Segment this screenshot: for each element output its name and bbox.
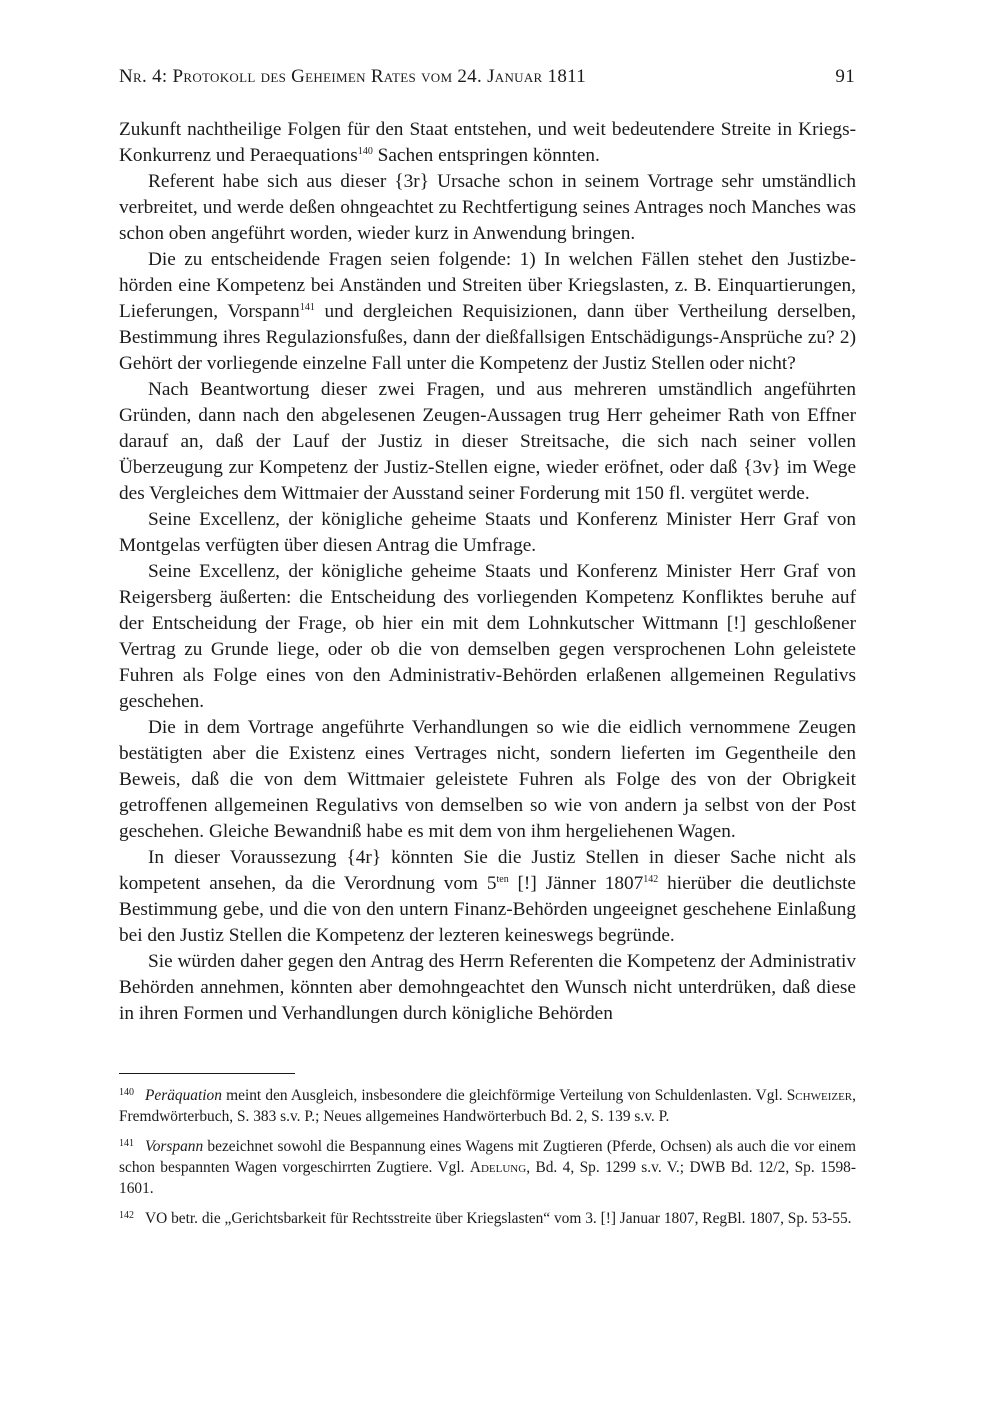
paragraph bbox=[119, 117, 856, 169]
footnote-ref: 140 bbox=[357, 146, 373, 157]
superscript-text: ten bbox=[496, 874, 509, 885]
paragraph-text: Sachen entspringen könnten. bbox=[372, 145, 600, 166]
paragraph bbox=[119, 507, 856, 559]
footnote-author: Adelung bbox=[469, 1159, 527, 1176]
paragraph bbox=[119, 949, 856, 1027]
footnote: 141 Vorspann bezeichnet sowohl die Bespannung eines Wagens mit Zugtieren (Pferde, Ochsen) als auch die vor einem schon bespannten Wagen vorgeschirrten Zugtiere. Vgl. Adelung, Bd. 4, Sp. 1299 s.v. V.; DWB Bd. 12/2, Sp. 1598-1601. bbox=[119, 1138, 856, 1197]
footnote-term: Vorspann bbox=[145, 1138, 204, 1155]
footnote-term: Peräquation bbox=[145, 1087, 222, 1104]
paragraph-text: Die in dem Vortrage angeführte Verhandlungen so wie die eidlich vernommene Zeugen bestätigten aber die Existenz eines Vertrages nicht, sondern lieferten im Gegentheile den Beweis, daß die von dem Wittmaier geleistete Fuhren als Folge des von der Obrigkeit getroffenen allgemeinen Regulativs von demselben so wie von andern ja selbst von der Post geschehen. Gleiche Bewandniß habe es mit dem von ihm hergeliehenen Wagen. bbox=[119, 717, 856, 842]
paragraph-text: Zukunft nachtheilige Folgen für den Staat entstehen, und weit bedeutendere Streite in Kriegs-Konkurrenz und Peraequations bbox=[119, 119, 856, 166]
paragraph-text: Referent habe sich aus dieser {3r} Ursache schon in seinem Vortrage sehr umständlich verbreitet, und werde deßen ohngeachtet zu Rechtfertigung seines Antrages noch Manches was schon oben angeführt worden, wieder kurz in Anwendung bringen. bbox=[119, 171, 856, 244]
paragraph bbox=[119, 247, 856, 377]
paragraph bbox=[119, 559, 856, 715]
paragraph bbox=[119, 377, 856, 507]
running-title: Nr. 4: Protokoll des Geheimen Rates vom 24. Januar 1811 bbox=[119, 66, 587, 87]
footnote-text: meint den Ausgleich, insbesondere die gleichförmige Verteilung von Schuldenlasten. Vgl. bbox=[221, 1087, 787, 1104]
main-text bbox=[119, 117, 856, 1027]
paragraph-text: In dieser Voraussezung {4r} könnten Sie die Justiz Stellen in dieser Sache nicht als kompetent ansehen, da die Verordnung vom 5 bbox=[119, 847, 856, 894]
paragraph-text: Nach Beantwortung dieser zwei Fragen, und aus mehreren umständlich angeführten Gründen, dann nach den abgelesenen Zeugen-Aussagen trug Herr geheimer Rath von Effner darauf an, daß der Lauf der Justiz in dieser Streitsache, die sich nach seiner vollen Überzeugung zur Kompetenz der Justiz-Stellen eigne, wieder eröfnet, oder daß {3v} im Wege des Vergleiches dem Wittmaier der Ausstand seiner Forderung mit 150 fl. vergütet werde. bbox=[119, 379, 856, 504]
paragraph-text: Sie würden daher gegen den Antrag des Herrn Referenten die Kompetenz der Administrativ Behörden annehmen, könnten aber demohngeachtet den Wunsch nicht unterdrüken, daß diese in ihren Formen und Verhandlungen durch königliche Behörden bbox=[119, 951, 856, 1024]
paragraph-text: Seine Excellenz, der königliche geheime Staats und Konferenz Minister Herr Graf von Reigersberg äußerten: die Entscheidung des vorliegenden Kompetenz Konfliktes beruhe auf der Entscheidung der Frage, ob hier ein mit dem Lohnkutscher Wittmann [!] geschloßener Vertrag zu Grunde liege, oder ob die von demselben gegen versprochenen Lohn geleistete Fuhren als Folge eines von den Administrativ-Behörden erlaßenen allgemeinen Regulativs geschehen. bbox=[119, 561, 856, 712]
footnote-ref: 142 bbox=[643, 874, 659, 885]
footnote-text: VO betr. die „Gerichtsbarkeit für Rechtsstreite über Kriegslasten“ vom 3. [!] Januar 1807, RegBl. 1807, Sp. 53-55. bbox=[145, 1210, 852, 1227]
footnote-text: , Fremdwörterbuch, S. 383 s.v. P.; Neues allgemeines Handwörterbuch Bd. 2, S. 139 s.v. P. bbox=[119, 1087, 856, 1125]
paragraph-text: Die zu entscheidende Fragen seien folgende: 1) In welchen Fällen stehet den Justizbehörden eine Kompetenz bei Anständen und Streiten über Kriegslasten, z. B. Einquartierungen, Lieferungen, Vorspann bbox=[119, 249, 856, 322]
footnote-text: , Bd. 4, Sp. 1299 s.v. V.; DWB Bd. 12/2, Sp. 1598-1601. bbox=[119, 1159, 856, 1197]
paragraph-text: [!] Jänner 1807 bbox=[508, 873, 644, 894]
running-header bbox=[119, 66, 855, 96]
footnote-author: Schweizer bbox=[786, 1087, 853, 1104]
footnote: 142 VO betr. die „Gerichtsbarkeit für Rechtsstreite über Kriegslasten“ vom 3. [!] Januar 1807, RegBl. 1807, Sp. 53-55. bbox=[119, 1210, 852, 1227]
paragraph bbox=[119, 845, 856, 949]
paragraph-text: hierüber die deutlichste Bestimmung gebe, und die von den untern Finanz-Behörden ungeeignet geschehene Einlaßung bei den Justiz Stellen die Kompetenz der lezteren keineswegs begründe. bbox=[119, 873, 856, 946]
footnote: 140 Peräquation meint den Ausgleich, insbesondere die gleichförmige Verteilung von Schuldenlasten. Vgl. Schweizer, Fremdwörterbuch, S. 383 s.v. P.; Neues allgemeines Handwörterbuch Bd. 2, S. 139 s.v. P. bbox=[119, 1087, 856, 1125]
footnotes bbox=[119, 1085, 856, 1238]
paragraph bbox=[119, 715, 856, 845]
footnote-divider bbox=[119, 1073, 295, 1074]
footnote-text: bezeichnet sowohl die Bespannung eines Wagens mit Zugtieren (Pferde, Ochsen) als auch die vor einem schon bespannten Wagen vorgeschirrten Zugtiere. Vgl. bbox=[119, 1138, 856, 1176]
paragraph bbox=[119, 169, 856, 247]
footnote-ref: 141 bbox=[299, 302, 315, 313]
paragraph-text: und dergleichen Requisizionen, dann über Vertheilung derselben, Bestimmung ihres Regulazionsfußes, dann der dießfallsigen Entschädigungs-Ansprüche zu? 2) Gehört der vorliegende einzelne Fall unter die Kompetenz der Justiz Stellen oder nicht? bbox=[119, 301, 856, 374]
paragraph-text: Seine Excellenz, der königliche geheime Staats und Konferenz Minister Herr Graf von Montgelas verfügten über diesen Antrag die Umfrage. bbox=[119, 509, 856, 556]
page-number: 91 bbox=[835, 66, 855, 87]
